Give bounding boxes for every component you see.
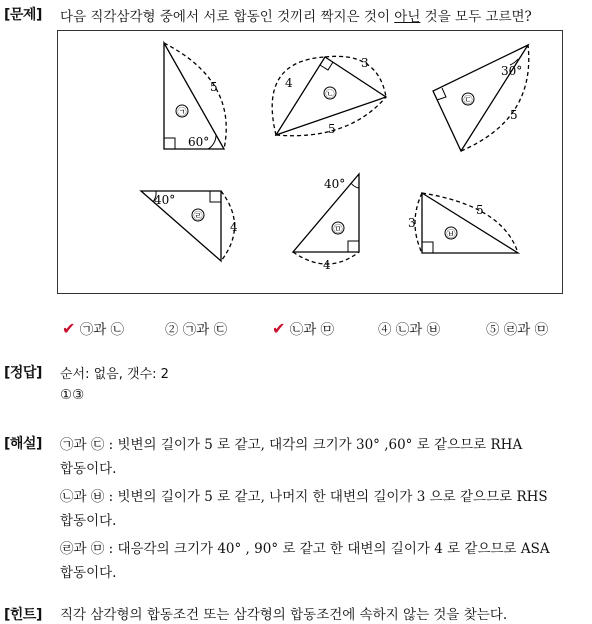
choice-3-check: ✔ [272, 319, 286, 338]
triangle-1 [164, 43, 226, 149]
explanation-line-1: ㉠과 ㉢ : 빗변의 길이가 5 로 같고, 대각의 크기가 30° ,60° 로 같으므로 RHA [60, 437, 523, 453]
choice-1-check: ✔ [62, 319, 76, 338]
choice-5-text: ㉣과 ㉤ [503, 322, 549, 338]
t5-angle: 40° [324, 177, 346, 191]
explanation-line-6: 합동이다. [60, 565, 117, 581]
t1-angle: 60° [188, 135, 210, 149]
t1-mark: ㉠ [177, 108, 187, 118]
choice-2-num: ② [165, 322, 179, 338]
problem-text [60, 5, 532, 25]
problem-text-underlined: 아닌 [394, 9, 421, 25]
choice-4-num: ④ [378, 322, 392, 338]
choice-3[interactable] [272, 318, 334, 338]
triangle-2 [272, 56, 386, 136]
problem-tag: [문제] [4, 7, 42, 23]
t3-angle: 30° [501, 64, 523, 78]
answer-tag: [정답] [4, 365, 42, 381]
t6-side-b: 5 [476, 203, 484, 217]
explanation-line-3: ㉡과 ㉥ : 빗변의 길이가 5 로 같고, 나머지 한 대변의 길이가 3 으로 같으므로 RHS [60, 489, 548, 505]
t2-side-b: 3 [361, 56, 369, 70]
t1-side: 5 [210, 80, 218, 94]
choice-1-text: ㉠과 ㉡ [79, 322, 125, 338]
t5-side: 4 [323, 258, 331, 272]
explanation-line-2: 합동이다. [60, 461, 117, 477]
explanation-line-4: 합동이다. [60, 513, 117, 529]
choice-4-text: ㉡과 ㉥ [395, 322, 441, 338]
explanation-line-5: ㉣과 ㉤ : 대응각의 크기가 40° , 90° 로 같고 한 대변의 길이가 4 로 같으므로 ASA [60, 541, 550, 557]
choice-4[interactable] [378, 318, 440, 338]
triangles-figure [58, 31, 564, 295]
explanation-tag: [해설] [4, 436, 42, 452]
choice-3-text: ㉡과 ㉤ [289, 322, 335, 338]
t6-mark: ㉥ [446, 230, 456, 240]
choice-5-num: ⑤ [486, 322, 500, 338]
hint-tag: [힌트] [4, 607, 42, 623]
triangle-6 [408, 193, 518, 253]
choice-2[interactable] [165, 318, 227, 338]
t2-side-a: 4 [285, 76, 293, 90]
choice-2-text: ㉠과 ㉢ [182, 322, 228, 338]
t2-side-c: 5 [328, 122, 336, 136]
problem-text-after: 것을 모두 고르면? [420, 9, 532, 25]
answer-line-1: 순서: 없음, 갯수: 2 [60, 367, 169, 382]
triangle-3 [433, 45, 529, 151]
choice-1[interactable] [62, 318, 124, 338]
choice-5[interactable] [486, 318, 548, 338]
t3-mark: ㉢ [463, 96, 473, 106]
t6-side-a: 3 [408, 216, 416, 230]
hint-text: 직각 삼각형의 합동조건 또는 삼각형의 합동조건에 속하지 않는 것을 찾는다. [60, 607, 508, 623]
t4-side: 4 [230, 220, 238, 234]
problem-text-before: 다음 직각삼각형 중에서 서로 합동인 것끼리 짝지은 것이 [60, 9, 395, 25]
figure-box [57, 30, 563, 294]
answer-line-2: ①③ [60, 387, 85, 403]
t2-mark: ㉡ [325, 90, 335, 100]
t4-angle: 40° [154, 193, 176, 207]
t3-side: 5 [510, 108, 518, 122]
t5-mark: ㉤ [333, 225, 343, 235]
t4-mark: ㉣ [193, 212, 203, 222]
triangle-5 [293, 174, 359, 272]
triangle-4 [141, 191, 238, 261]
